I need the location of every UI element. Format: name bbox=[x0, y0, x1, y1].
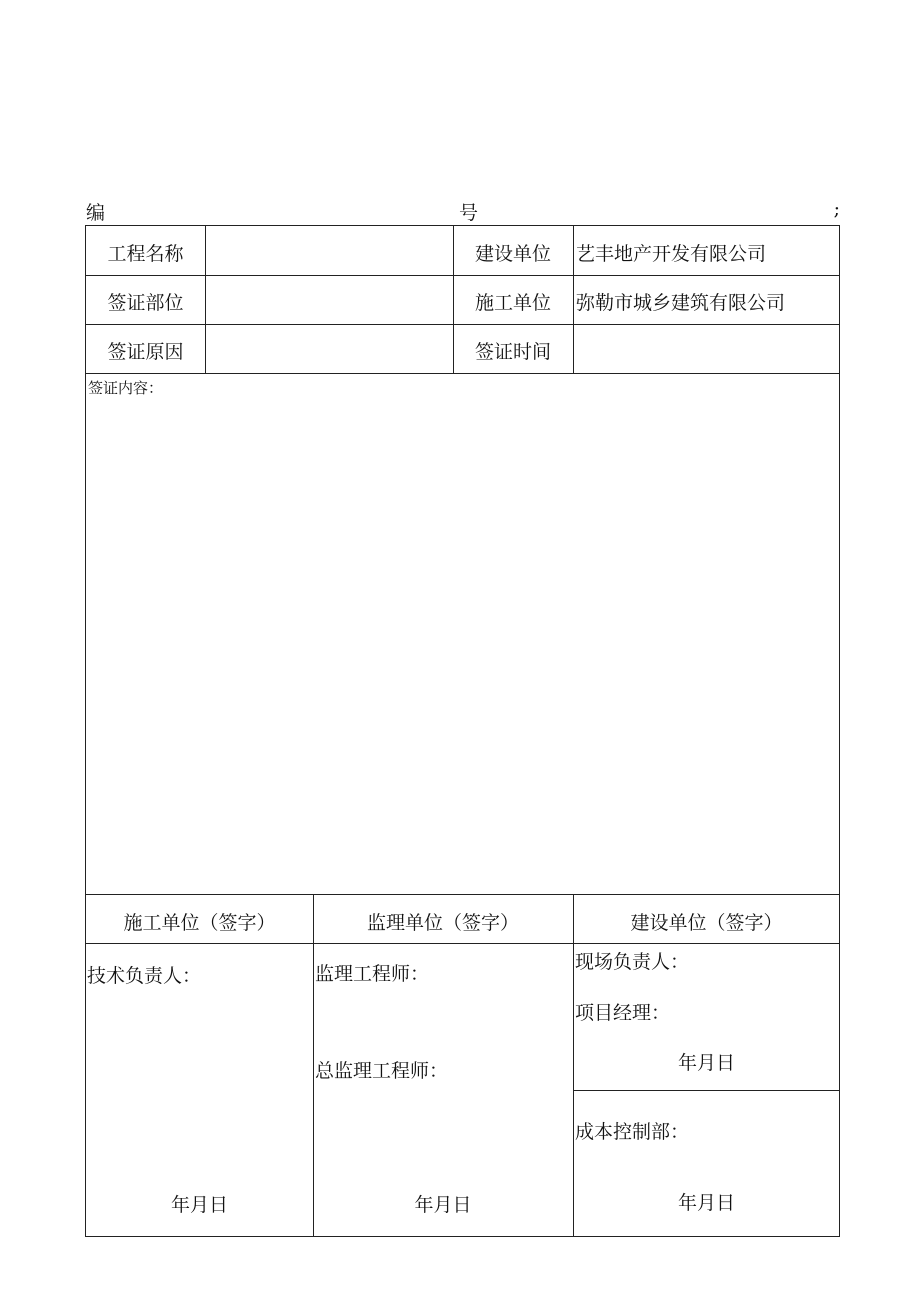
row-divider bbox=[86, 324, 840, 325]
col-divider bbox=[205, 226, 206, 373]
col-divider bbox=[573, 226, 574, 373]
row-divider bbox=[86, 373, 840, 374]
contractor-sign-header: 施工单位（签字） bbox=[123, 912, 276, 934]
col-divider bbox=[313, 894, 314, 1237]
row-divider bbox=[86, 275, 840, 276]
chief-supervisor-label: 总监理工程师： bbox=[315, 1060, 449, 1082]
visa-reason-label: 签证原因 bbox=[107, 341, 184, 363]
project-name-label: 工程名称 bbox=[107, 243, 184, 265]
builder-date-2: 年月日 bbox=[677, 1192, 735, 1214]
number-label-middle: 号 bbox=[459, 202, 479, 224]
form-number-line bbox=[86, 198, 840, 224]
tech-lead-label: 技术负责人： bbox=[87, 965, 202, 987]
visa-form-table bbox=[85, 225, 840, 1237]
row-divider bbox=[86, 894, 840, 895]
cost-control-label: 成本控制部： bbox=[575, 1121, 690, 1143]
number-label-left: 编 bbox=[86, 202, 106, 224]
row-divider bbox=[86, 943, 840, 944]
contractor-label: 施工单位 bbox=[474, 292, 551, 314]
supervisor-sign-header: 监理单位（签字） bbox=[366, 912, 519, 934]
site-manager-label: 现场负责人： bbox=[575, 951, 690, 973]
builder-date-1: 年月日 bbox=[677, 1052, 735, 1074]
project-manager-label: 项目经理： bbox=[575, 1002, 671, 1024]
visa-content-label: 签证内容： bbox=[88, 379, 164, 397]
supervisor-engineer-label: 监理工程师： bbox=[315, 963, 430, 985]
number-label-end: ; bbox=[833, 198, 840, 220]
builder-value: 艺丰地产开发有限公司 bbox=[576, 243, 767, 265]
builder-label: 建设单位 bbox=[474, 243, 551, 265]
contractor-date: 年月日 bbox=[170, 1194, 228, 1216]
builder-sign-header: 建设单位（签字） bbox=[630, 912, 783, 934]
visa-location-label: 签证部位 bbox=[107, 292, 184, 314]
row-divider bbox=[573, 1090, 840, 1091]
contractor-value: 弥勒市城乡建筑有限公司 bbox=[576, 292, 786, 314]
supervisor-date: 年月日 bbox=[414, 1194, 472, 1216]
visa-time-label: 签证时间 bbox=[474, 341, 551, 363]
